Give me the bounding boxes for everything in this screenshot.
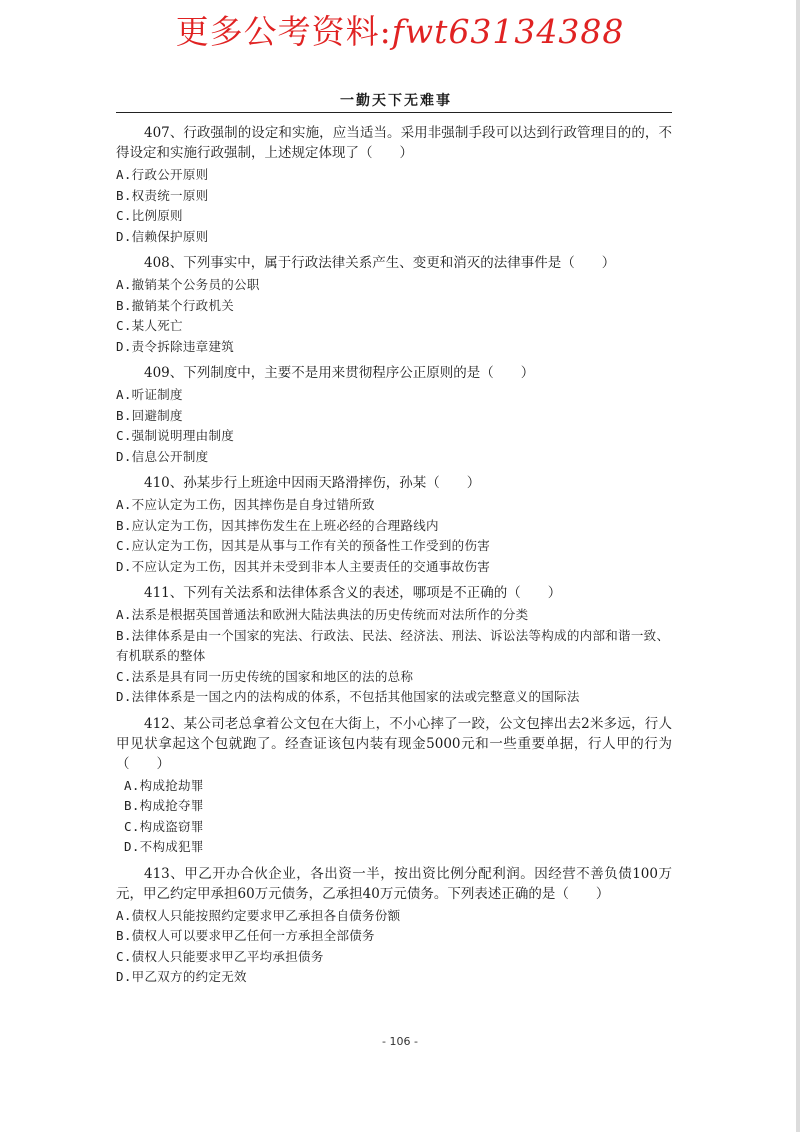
option-b: B.构成抢夺罪 (124, 798, 204, 813)
question-stem: 409、下列制度中，主要不是用来贯彻程序公正原则的是（ ） (144, 365, 535, 381)
option-list (116, 906, 672, 988)
option-list (116, 165, 672, 247)
option-list (116, 385, 672, 467)
option-c: C.应认定为工伤，因其是从事与工作有关的预备性工作受到的伤害 (116, 538, 491, 553)
option-b: B.回避制度 (116, 407, 183, 423)
watermark-id: fwt63134388 (391, 12, 625, 51)
option-b: B.债权人可以要求甲乙任何一方承担全部债务 (116, 928, 375, 943)
option-b: B.撤销某个行政机关 (116, 297, 235, 313)
header-rule (116, 112, 672, 113)
option-c: C.法系是具有同一历史传统的国家和地区的法的总称 (116, 668, 414, 684)
page-number: - 106 - (382, 1035, 418, 1048)
option-b: B.法律体系是由一个国家的宪法、行政法、民法、经济法、刑法、诉讼法等构成的内部和谐一致、有机联系的整体 (116, 627, 670, 663)
question-408 (116, 253, 672, 357)
question-411 (116, 583, 672, 708)
question-list (116, 123, 672, 994)
option-b: B.应认定为工伤，因其摔伤发生在上班必经的合理路线内 (116, 517, 439, 533)
option-a: A.构成抢劫罪 (124, 777, 204, 793)
question-407 (116, 123, 672, 247)
question-stem: 408、下列事实中，属于行政法律关系产生、变更和消灭的法律事件是（ ） (144, 255, 616, 271)
question-stem: 411、下列有关法系和法律体系含义的表述，哪项是不正确的（ ） (144, 585, 562, 601)
running-header: 一勤天下无难事 (340, 93, 452, 109)
option-a: A.听证制度 (116, 387, 183, 402)
watermark-text: 更多公考资料: (175, 12, 392, 51)
option-a: A.行政公开原则 (116, 167, 209, 182)
option-a: A.不应认定为工伤，因其摔伤是自身过错所致 (116, 497, 375, 512)
option-list (116, 605, 672, 708)
option-list (116, 495, 672, 577)
option-list (116, 275, 672, 357)
option-c: C.某人死亡 (116, 318, 183, 333)
option-c: C.比例原则 (116, 208, 183, 223)
option-d: D.信息公开制度 (116, 448, 209, 464)
option-c: C.强制说明理由制度 (116, 428, 235, 443)
question-stem: 412、某公司老总拿着公文包在大街上，不小心摔了一跤，公文包摔出去2米多远，行人甲见状拿起这个包就跑了。经查证该包内装有现金5000元和一些重要单据，行人甲的行为（ ） (116, 715, 672, 772)
option-a: A.法系是根据英国普通法和欧洲大陆法典法的历史传统而对法所作的分类 (116, 607, 529, 622)
option-c: C.构成盗窃罪 (124, 818, 204, 834)
option-d: D.不应认定为工伤，因其并未受到非本人主要责任的交通事故伤害 (116, 558, 491, 574)
option-a: A.撤销某个公务员的公职 (116, 277, 260, 292)
option-c: C.债权人只能要求甲乙平均承担债务 (116, 948, 324, 964)
option-b: B.权责统一原则 (116, 187, 209, 203)
option-d: D.法律体系是一国之内的法构成的体系，不包括其他国家的法或完整意义的国际法 (116, 689, 580, 704)
question-stem: 407、行政强制的设定和实施，应当适当。采用非强制手段可以达到行政管理目的的，不得设定和实施行政强制，上述规定体现了（ ） (116, 125, 672, 161)
option-a: A.债权人只能按照约定要求甲乙承担各自债务份额 (116, 907, 401, 923)
question-409 (116, 363, 672, 467)
scan-edge (796, 0, 800, 1132)
question-413 (116, 864, 672, 988)
option-d: D.不构成犯罪 (124, 839, 204, 854)
question-stem: 410、孙某步行上班途中因雨天路滑摔伤，孙某（ ） (144, 475, 481, 491)
option-d: D.信赖保护原则 (116, 228, 209, 244)
watermark (0, 6, 800, 53)
option-list (116, 776, 672, 858)
question-412 (116, 714, 672, 858)
option-d: D.责令拆除违章建筑 (116, 338, 235, 354)
question-410 (116, 473, 672, 577)
question-stem: 413、甲乙开办合伙企业，各出资一半，按出资比例分配利润。因经营不善负债100万元，甲乙约定甲承担60万元债务，乙承担40万元债务。下列表述正确的是（ ） (116, 865, 672, 902)
option-d: D.甲乙双方的约定无效 (116, 969, 247, 984)
